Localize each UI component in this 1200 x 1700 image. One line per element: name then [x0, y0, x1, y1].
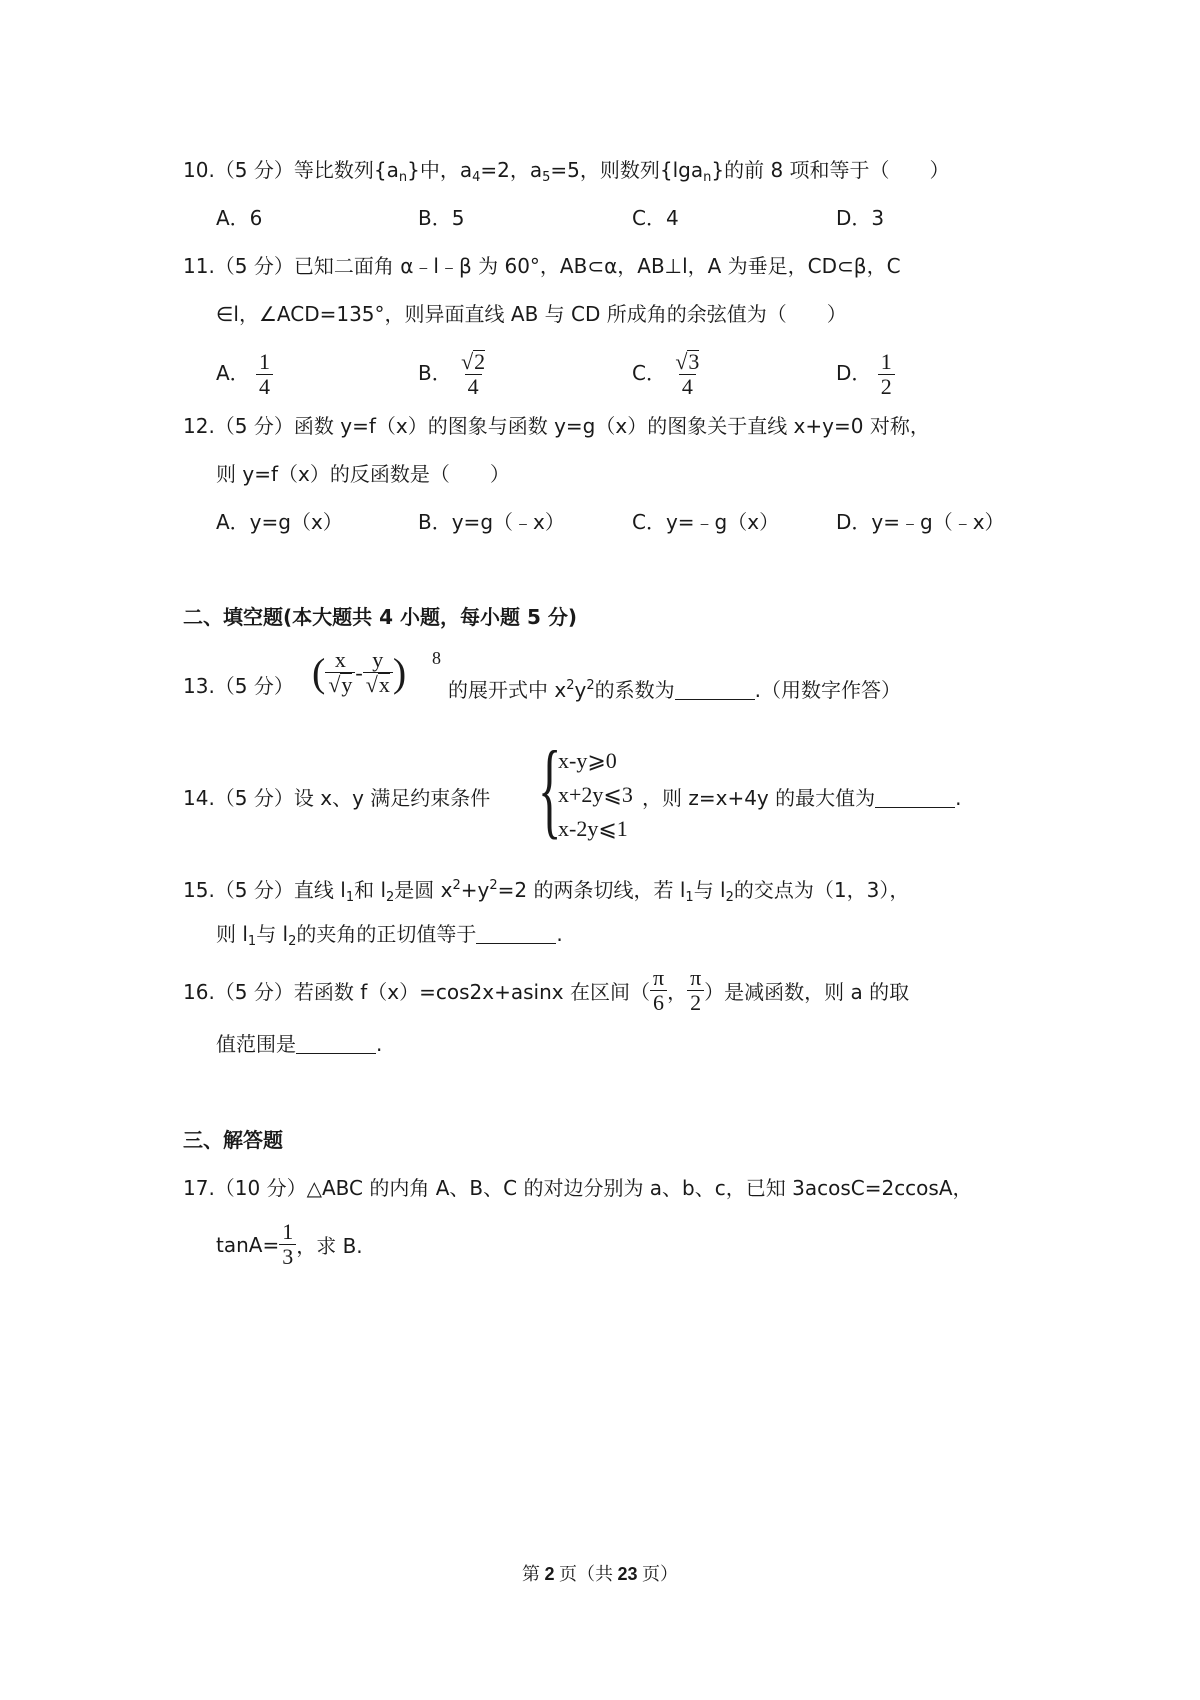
q13-exponent: 8	[432, 648, 441, 668]
question-11-line2: ∈l，∠ACD=135°，则异面直线 AB 与 CD 所成角的余弦值为（ ）	[216, 302, 847, 326]
fraction: $\frac{\pi}{6}$	[650, 966, 667, 1015]
fraction: x √ y	[325, 648, 355, 697]
q13-text: 的展开式中 $x^2y^2$的系数为 .（用数字作答）	[448, 678, 901, 702]
fraction: √ 2 4	[461, 349, 486, 399]
q10-option-d: D．3	[836, 206, 885, 230]
question-12-line2: 则 y=f（x）的反函数是（ ）	[216, 462, 510, 486]
section-heading-fill-in: 二、填空题(本大题共 4 小题，每小题 5 分)	[183, 605, 577, 629]
left-brace: {	[538, 730, 562, 849]
constraint-1: x-y⩾0	[558, 748, 617, 773]
square-root: √ 2	[461, 349, 486, 374]
q11-option-d: D． $\frac{1}{2}$	[836, 350, 895, 399]
page-footer: 第 2 页（共 23 页）	[521, 1564, 679, 1584]
square-root: √ 3	[675, 349, 700, 374]
q10-option-c: C．4	[632, 206, 679, 230]
q11-option-a: A． $\frac{1}{4}$	[216, 350, 273, 399]
question-16-line1: 16.（5 分）若函数 f（x）=cos2x+asinx 在区间（ $\frac{\pi}{6}$ ， $\frac{\pi}{2}$ ）是减函数，则 a 的取	[183, 965, 910, 1015]
question-10: 10.（5 分）等比数列$\{a_n\}$中，$a_4=2$，$a_5=5$，则数列{lga$_n$}的前 8 项和等于（ ）	[183, 158, 950, 185]
q11-option-b: B． √ 2 4	[418, 350, 488, 399]
answer-blank	[675, 679, 755, 700]
left-paren: (	[312, 650, 326, 695]
q11-option-c: C． √ 3 4	[632, 350, 702, 399]
q12-option-d: D．y=﹣g（﹣x）	[836, 510, 1005, 534]
q13-expression: ( x √ y - y √ x )	[312, 647, 407, 697]
fraction: $\frac{1}{2}$	[878, 350, 895, 399]
q12-option-c: C．y=﹣g（x）	[632, 510, 780, 534]
question-12-line1: 12.（5 分）函数 y=f（x）的图象与函数 y=g（x）的图象关于直线 x+y=0 对称，	[183, 414, 930, 438]
square-root: √ x	[365, 672, 390, 697]
question-17-line1: 17.（10 分）△ABC 的内角 A、B、C 的对边分别为 a、b、c，已知 3acosC=2ccosA，	[183, 1176, 973, 1200]
question-14: 14.（5 分）设 x、y 满足约束条件	[183, 786, 491, 810]
section-heading-solutions: 三、解答题	[183, 1128, 283, 1152]
question-11-line1: 11.（5 分）已知二面角 α﹣l﹣β 为 60°，AB⊂α，AB⊥l，A 为垂足，CD⊂β，C	[183, 254, 901, 278]
q12-option-b: B．y=g（﹣x）	[418, 510, 565, 534]
answer-blank	[875, 787, 955, 808]
fraction: $\frac{1}{3}$	[279, 1220, 296, 1269]
q10-option-a: A．6	[216, 206, 263, 230]
constraint-2: x+2y⩽3	[558, 782, 633, 807]
q14-text: ，则 z=x+4y 的最大值为 .	[642, 786, 962, 810]
answer-blank	[476, 923, 556, 944]
right-paren: )	[392, 650, 407, 695]
question-15-line1: 15.（5 分）直线 $l_1$和 $l_2$是圆 $x^2+y^2=2$ 的两条切线，若 $l_1$与 $l_2$的交点为（1，3），	[183, 878, 910, 905]
fraction: √ 3 4	[675, 349, 700, 399]
square-root: √ y	[328, 672, 353, 697]
answer-blank	[296, 1033, 376, 1054]
question-16-line2: 值范围是 .	[216, 1032, 383, 1056]
question-13: 13.（5 分）	[183, 674, 294, 698]
question-15-line2: 则 $l_1$与 $l_2$的夹角的正切值等于 .	[216, 922, 563, 949]
fraction: $\frac{\pi}{2}$	[687, 966, 704, 1015]
q10-option-b: B．5	[418, 206, 465, 230]
fraction: y √ x	[363, 648, 393, 697]
fraction: $\frac{1}{4}$	[256, 350, 273, 399]
question-17-line2: tanA= $\frac{1}{3}$ ，求 B.	[216, 1219, 363, 1269]
q12-option-a: A．y=g（x）	[216, 510, 343, 534]
constraint-3: x-2y⩽1	[558, 816, 628, 841]
